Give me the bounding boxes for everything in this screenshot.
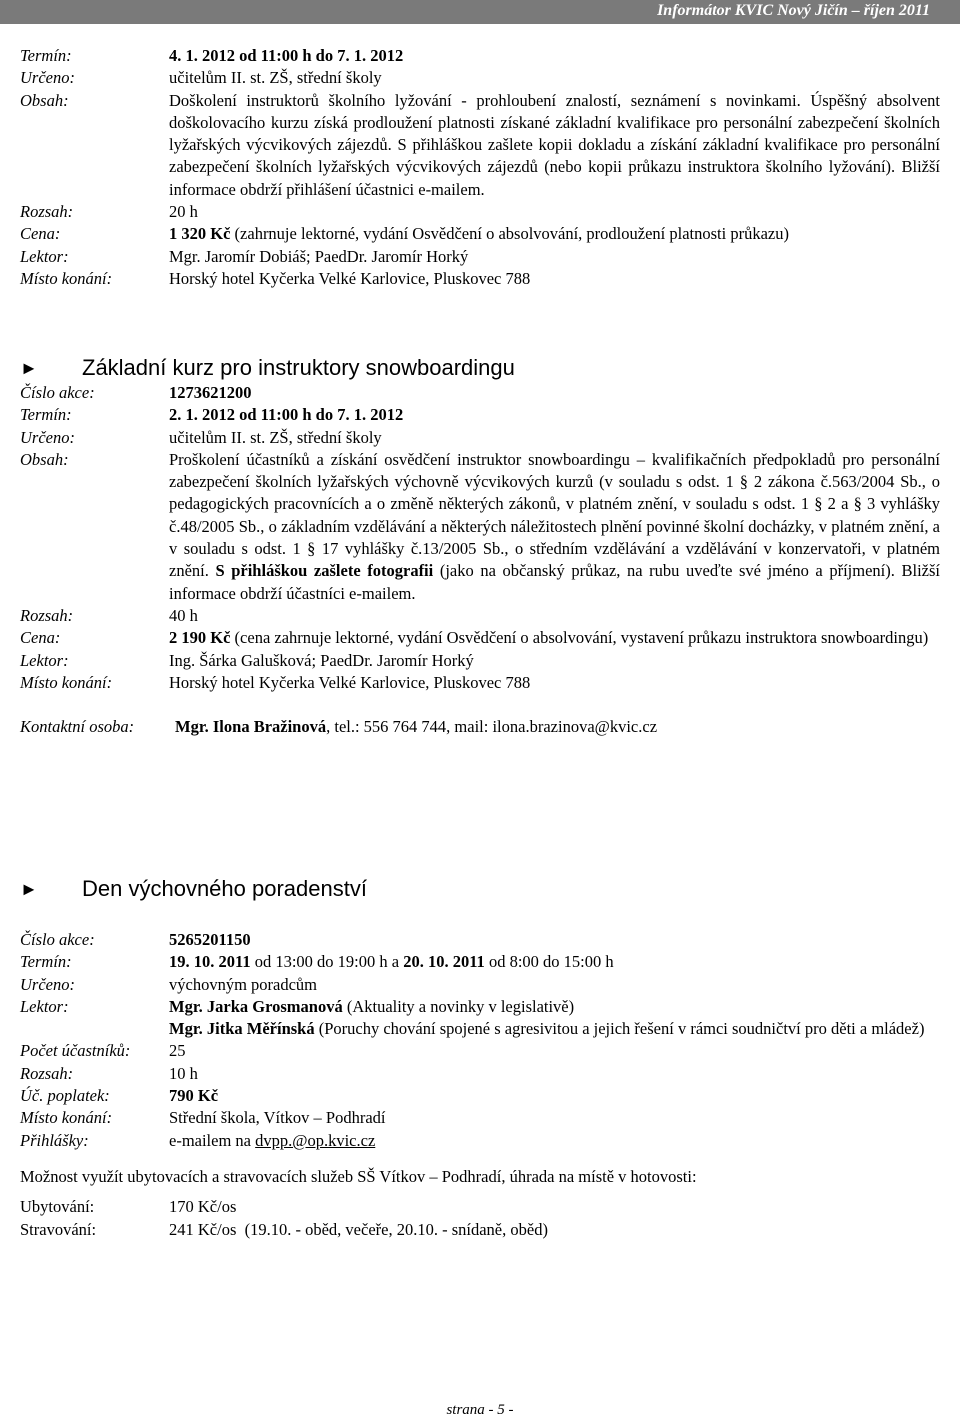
termin-row: [20, 951, 940, 973]
arrow-right-icon: ►: [20, 879, 38, 899]
termin-label: Termín:: [20, 46, 72, 65]
cislo-row: [20, 382, 940, 404]
ubytovani-value: 170 Kč/os: [169, 1197, 237, 1217]
cena-amount: 2 190 Kč: [169, 628, 231, 648]
section-title: Základní kurz pro instruktory snowboardingu: [82, 355, 515, 380]
prihlasky-row: [20, 1130, 940, 1152]
cena-row: [20, 627, 940, 649]
cena-detail: (zahrnuje lektorné, vydání Osvědčení o absolvování, prodloužení platnosti průkazu): [230, 224, 789, 244]
lektor1-name: Mgr. Jarka Grosmanová: [169, 996, 343, 1016]
stravovani-row: [20, 1219, 940, 1241]
termin-value: 4. 1. 2012 od 11:00 h do 7. 1. 2012: [169, 46, 404, 65]
obsah-label: Obsah:: [20, 90, 69, 110]
poplatek-label: Úč. poplatek:: [20, 1086, 110, 1106]
lektor-label: Lektor:: [20, 246, 69, 266]
rozsah-row: [20, 1063, 940, 1085]
misto-label: Místo konání:: [20, 268, 113, 288]
cislo-value: 1273621200: [169, 383, 252, 402]
urceno-row: [20, 974, 940, 996]
urceno-label: Určeno:: [20, 68, 75, 88]
ubytovani-label: Ubytování:: [20, 1197, 95, 1217]
cislo-label: Číslo akce:: [20, 930, 95, 949]
termin-date2: 20. 10. 2011: [403, 952, 485, 972]
termin-row: [20, 45, 940, 67]
rozsah-label: Rozsah:: [20, 1063, 74, 1083]
lektor-row: [20, 650, 940, 672]
arrow-right-icon: ►: [20, 358, 38, 378]
termin-value: 2. 1. 2012 od 11:00 h do 7. 1. 2012: [169, 405, 404, 425]
misto-row: [20, 268, 940, 290]
lektor-value: Mgr. Jaromír Dobiáš; PaedDr. Jaromír Horký: [169, 246, 469, 266]
rozsah-label: Rozsah:: [20, 605, 74, 625]
lektor2-topic: (Poruchy chování spojené s agresivitou a jejich řešení v rámci soudničtví pro děti a mládež): [314, 1019, 925, 1039]
kontakt-detail: , tel.: 556 764 744, mail: ilona.brazinova@kvic.cz: [326, 717, 658, 737]
cislo-value: 5265201150: [169, 930, 251, 949]
cislo-label: Číslo akce:: [20, 383, 95, 402]
ubytovani-row: [20, 1196, 940, 1218]
section-title: Den výchovného poradenství: [82, 876, 367, 901]
pocet-value: 25: [169, 1041, 186, 1061]
rozsah-value: 40 h: [169, 605, 198, 625]
course-block-ski-instructors: [20, 45, 940, 290]
lektor-label: Lektor:: [20, 996, 69, 1016]
termin-label: Termín:: [20, 405, 72, 425]
stravovani-label: Stravování:: [20, 1219, 97, 1239]
prihlasky-email-link[interactable]: dvpp.@op.kvic.cz: [255, 1130, 376, 1150]
stravovani-value: 241 Kč/os (19.10. - oběd, večeře, 20.10. - snídaně, oběd): [169, 1219, 548, 1239]
termin-date1: 19. 10. 2011: [169, 952, 251, 972]
poplatek-row: [20, 1085, 940, 1107]
course-block-snowboarding: [20, 354, 940, 738]
prihlasky-text: e-mailem na: [169, 1130, 256, 1150]
termin-time2: od 8:00 do 15:00 h: [484, 952, 614, 972]
kontakt-name: Mgr. Ilona Bražinová: [175, 717, 327, 737]
rozsah-row: [20, 201, 940, 223]
obsah-photo-detail: (jako na občanský průkaz, na rubu uveďte své jméno a příjmení).: [433, 561, 895, 581]
termin-time1: od 13:00 do 19:00 h a: [250, 952, 404, 972]
urceno-row: [20, 67, 940, 89]
misto-row: [20, 672, 940, 694]
termin-label: Termín:: [20, 952, 72, 972]
rozsah-label: Rozsah:: [20, 202, 74, 222]
termin-row: [20, 404, 940, 426]
misto-label: Místo konání:: [20, 1108, 113, 1128]
obsah-email-note: Bližší informace obdrží účastníci e-mailem.: [169, 561, 940, 603]
urceno-value: učitelům II. st. ZŠ, střední školy: [169, 68, 382, 88]
lektor2-row: [20, 1018, 940, 1040]
obsah-row: [20, 449, 940, 605]
pocet-label: Počet účastníků:: [20, 1041, 131, 1061]
kontakt-row: [20, 716, 940, 738]
misto-value: Střední škola, Vítkov – Podhradí: [169, 1108, 386, 1128]
misto-value: Horský hotel Kyčerka Velké Karlovice, Pluskovec 788: [169, 672, 531, 692]
rozsah-row: [20, 605, 940, 627]
misto-row: [20, 1107, 940, 1129]
cena-detail: (cena zahrnuje lektorné, vydání Osvědčení o absolvování, vystavení průkazu instruktora snowboardingu): [230, 628, 929, 648]
cena-label: Cena:: [20, 224, 61, 244]
obsah-photo-note: S přihláškou zašlete fotografii: [215, 561, 434, 581]
pocet-row: [20, 1040, 940, 1062]
cislo-row: [20, 929, 940, 951]
cena-row: [20, 223, 940, 245]
lektor1-topic: (Aktuality a novinky v legislativě): [342, 996, 575, 1016]
urceno-value: výchovným poradcům: [169, 974, 318, 994]
rozsah-value: 20 h: [169, 202, 198, 222]
rozsah-value: 10 h: [169, 1063, 198, 1083]
lektor-label: Lektor:: [20, 650, 69, 670]
lektor-row: [20, 996, 940, 1018]
header-title: Informátor KVIC Nový Jičín – říjen 2011: [657, 2, 930, 19]
section-heading: [20, 354, 940, 382]
misto-label: Místo konání:: [20, 672, 113, 692]
obsah-text: Proškolení účastníků a získání osvědčení instruktor snowboardingu – kvalifikačních předpokladů pro personální zabezpečení školních lyžařských výchovně výcvikových kurzů (v souladu s odst. 1 § 2 zákona č.563/2004 Sb., o pedagogických pracovnících a o změně některých zákonů, v platném znění, v souladu s odst. 1 § 2 a § 3 vyhlášky č.48/2005 Sb., o základním vzdělávání a některých náležitostech plnění povinné školní docházky, v platném znění, a v souladu s odst. 1 § 17 vyhlášky č.13/2005 Sb., o středním vzdělávání a vzdělávání v konzervatoři, v platném znění.: [169, 449, 940, 581]
obsah-label: Obsah:: [20, 449, 69, 469]
lektor-row: [20, 246, 940, 268]
page-number: strana - 5 -: [446, 1402, 514, 1418]
obsah-row: [20, 90, 940, 201]
urceno-label: Určeno:: [20, 427, 75, 447]
prihlasky-label: Přihlášky:: [20, 1130, 89, 1150]
obsah-value: Doškolení instruktorů školního lyžování - prohloubení znalostí, seznámení s novinkami. Úspěšný absolvent doškolovacího kurzu získá prodloužení platnosti získané základní kvalifikace pro personální zabezpečení školních lyžařských výcvikových zájezdů. S přihláškou zašlete kopii dokladu a získání základní kvalifikace pro personální zabezpečení školních lyžařských výcvikových zájezdů (nebo kopii průkazu instruktora školního lyžování). Bližší informace obdrží přihlášení účastnici e-mailem.: [169, 90, 940, 199]
ubytovani-note: Možnost využít ubytovacích a stravovacích služeb SŠ Vítkov – Podhradí, úhrada na místě v hotovosti:: [20, 1166, 697, 1186]
urceno-value: učitelům II. st. ZŠ, střední školy: [169, 427, 382, 447]
poplatek-value: 790 Kč: [169, 1086, 219, 1106]
kontakt-label: Kontaktní osoba:: [20, 717, 135, 737]
urceno-row: [20, 427, 940, 449]
misto-value: Horský hotel Kyčerka Velké Karlovice, Pluskovec 788: [169, 268, 531, 288]
course-block-counseling-day: [20, 875, 940, 1241]
lektor2-name: Mgr. Jitka Měřínská: [169, 1019, 315, 1039]
cena-amount: 1 320 Kč: [169, 224, 231, 244]
lektor-value: Ing. Šárka Galušková; PaedDr. Jaromír Horký: [169, 650, 474, 670]
section-heading: [20, 875, 940, 903]
page-header: [0, 0, 960, 24]
cena-label: Cena:: [20, 628, 61, 648]
urceno-label: Určeno:: [20, 974, 75, 994]
